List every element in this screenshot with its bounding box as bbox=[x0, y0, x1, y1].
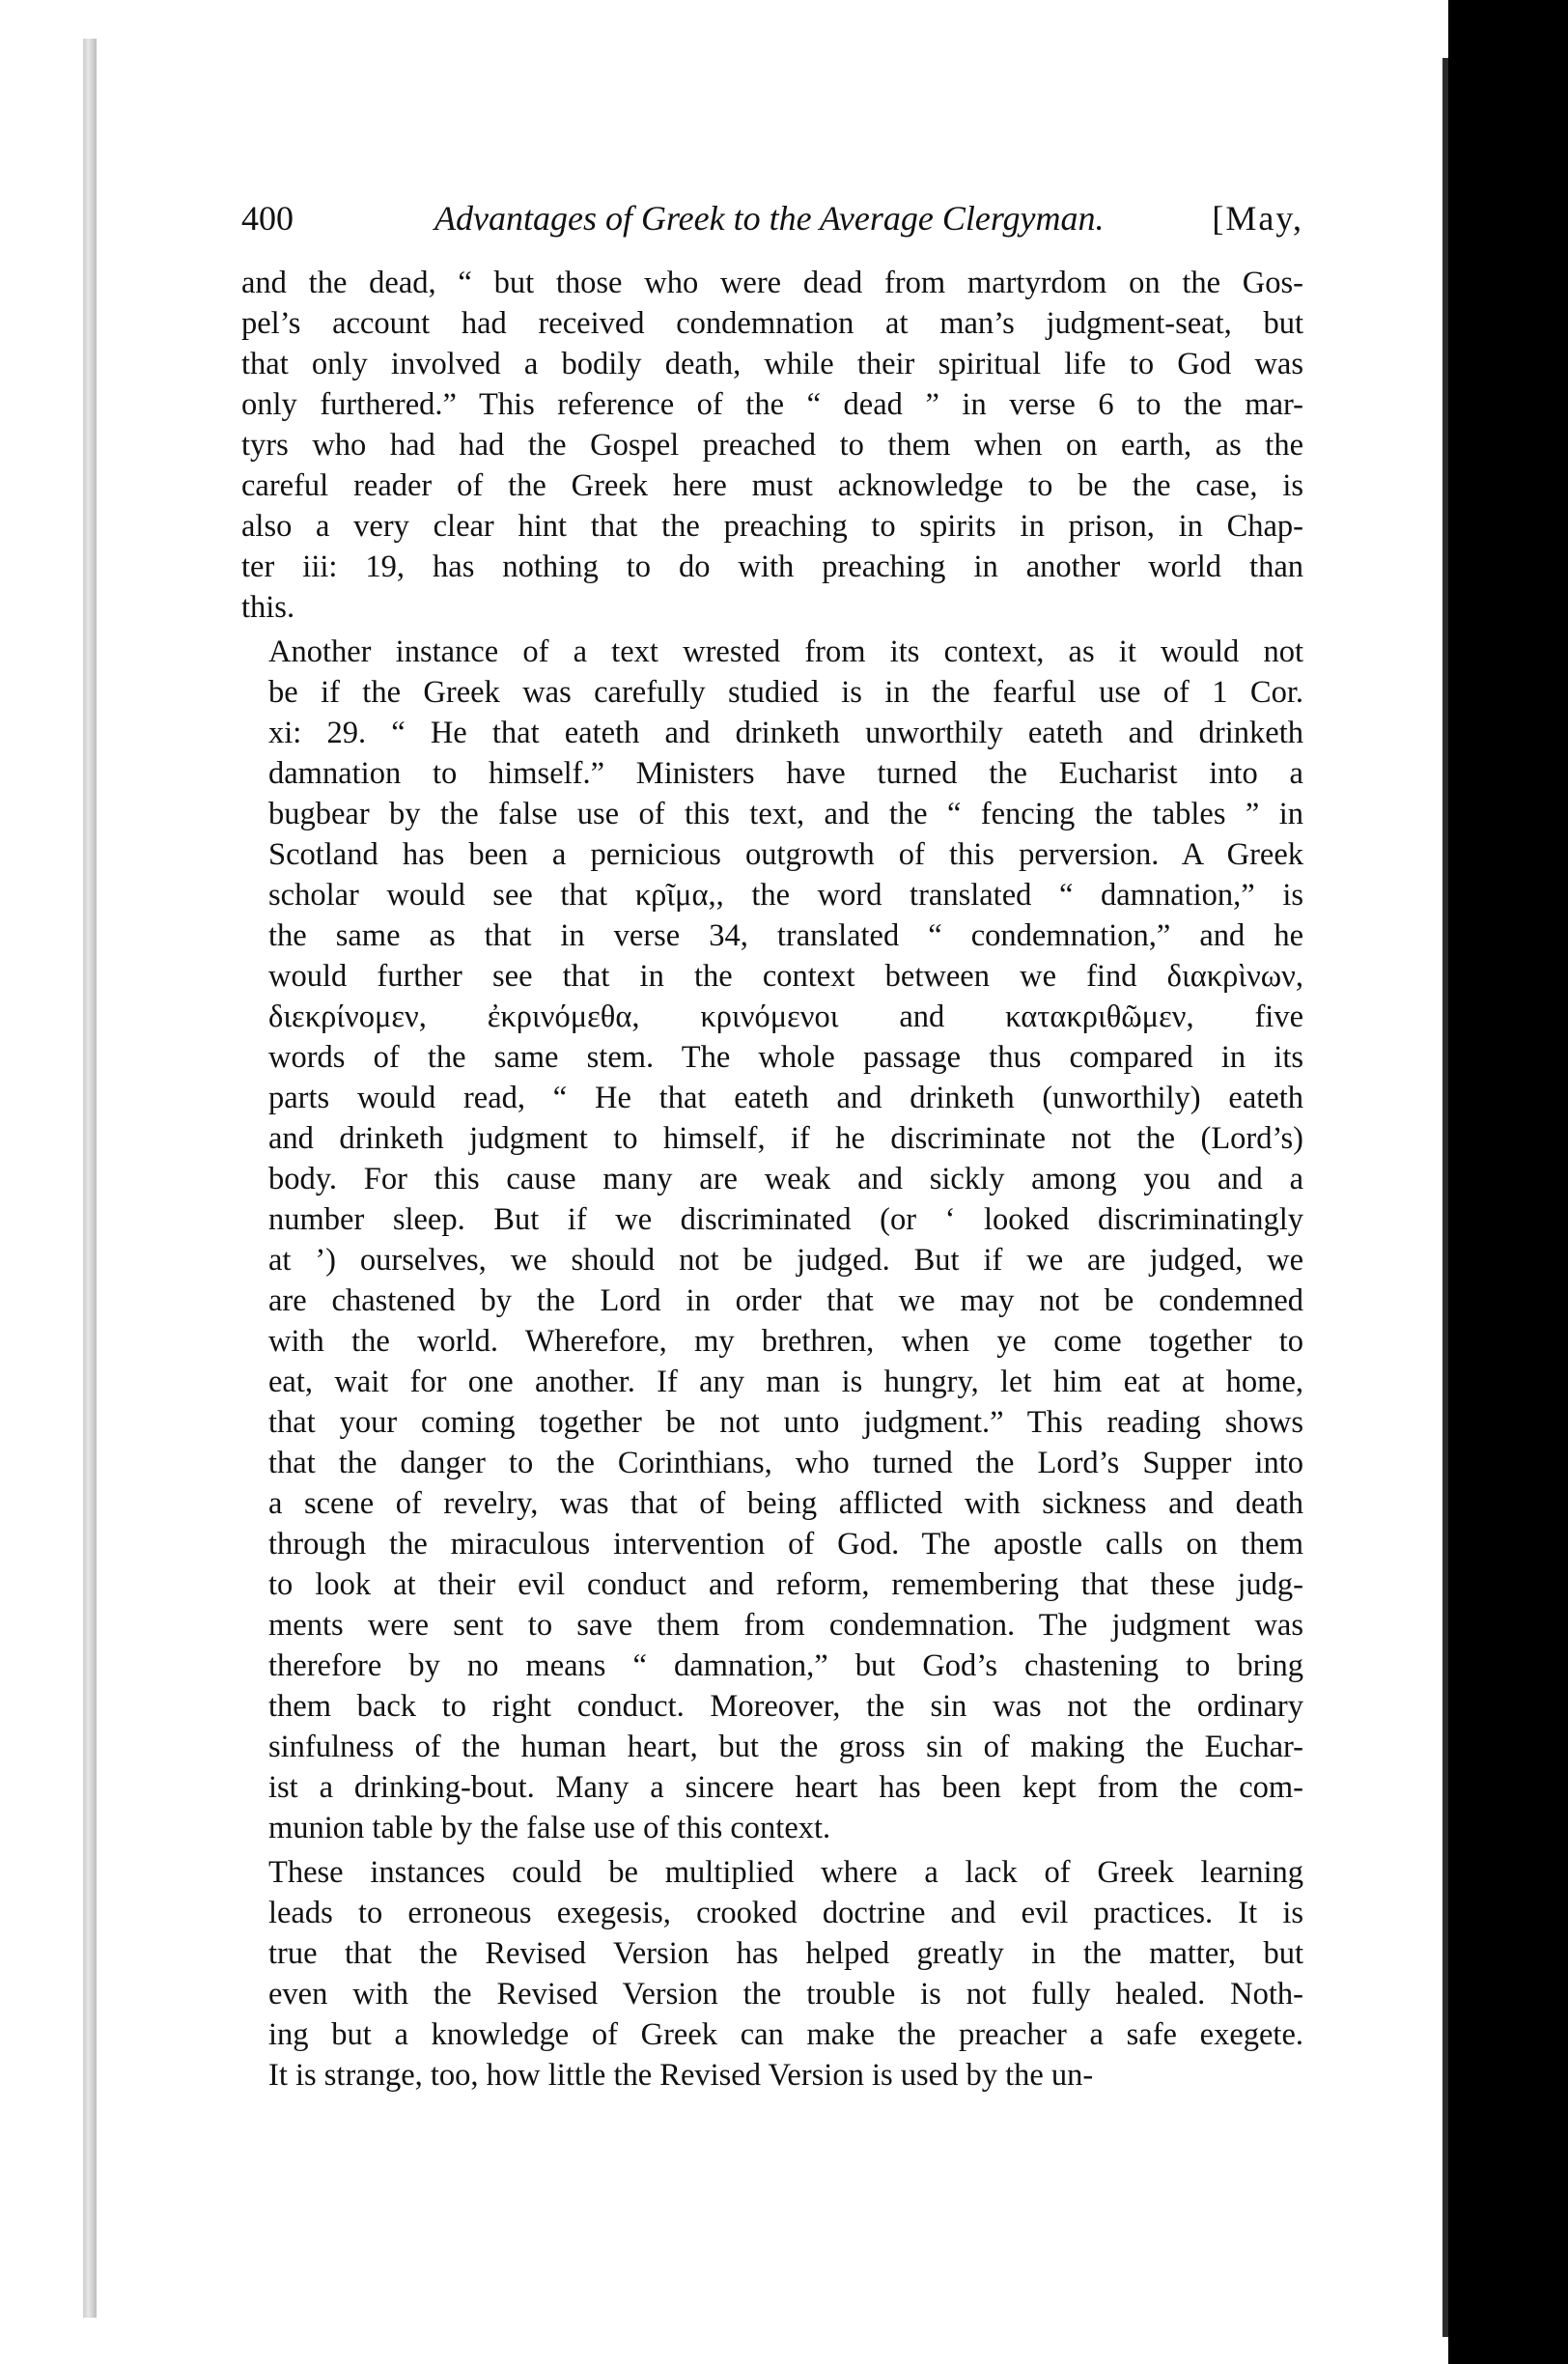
text-line: at ’) ourselves, we should not be judged. But if we are judged, we bbox=[268, 1243, 1303, 1278]
text-line: words of the same stem. The whole passage thus compared in its bbox=[268, 1040, 1303, 1075]
text-line: munion table by the false use of this context. bbox=[268, 1811, 831, 1845]
text-line: body. For this cause many are weak and sickly among you and a bbox=[268, 1162, 1303, 1196]
text-line: that only involved a bodily death, while their spiritual life to God was bbox=[241, 347, 1303, 381]
text-line: ments were sent to save them from condemnation. The judgment was bbox=[268, 1608, 1303, 1643]
text-line: διεκρίνομεν, ἐκρινόμεθα, κρινόμενοι and κατακριθῶμεν, five bbox=[268, 999, 1303, 1034]
text-line: ing but a knowledge of Greek can make the preacher a safe exegete. bbox=[268, 2017, 1303, 2052]
text-line: this. bbox=[241, 590, 295, 625]
text-line: the same as that in verse 34, translated “ condemnation,” and he bbox=[268, 918, 1303, 953]
text-line: also a very clear hint that the preaching to spirits in prison, in Chap- bbox=[241, 509, 1303, 544]
paragraph-1 bbox=[241, 263, 1303, 628]
text-line: be if the Greek was carefully studied is in the fearful use of 1 Cor. bbox=[268, 675, 1303, 710]
page-number: 400 bbox=[241, 199, 294, 238]
text-line: eat, wait for one another. If any man is hungry, let him eat at home, bbox=[268, 1365, 1303, 1399]
text-line: only furthered.” This reference of the “ dead ” in verse 6 to the mar- bbox=[241, 387, 1303, 422]
text-line: are chastened by the Lord in order that we may not be condemned bbox=[268, 1283, 1303, 1318]
page-gutter-shadow bbox=[83, 39, 97, 2318]
text-line: tyrs who had had the Gospel preached to them when on earth, as the bbox=[241, 428, 1303, 463]
running-title: Advantages of Greek to the Average Clergyman. bbox=[434, 199, 1105, 238]
paragraph-3 bbox=[241, 1852, 1303, 2096]
text-line: sinfulness of the human heart, but the gross sin of making the Euchar- bbox=[268, 1730, 1303, 1764]
body-text bbox=[241, 263, 1303, 2096]
text-line: them back to right conduct. Moreover, the sin was not the ordinary bbox=[268, 1689, 1303, 1724]
text-line: that the danger to the Corinthians, who turned the Lord’s Supper into bbox=[268, 1446, 1303, 1480]
text-line: xi: 29. “ He that eateth and drinketh unworthily eateth and drinketh bbox=[268, 716, 1303, 750]
text-line: would further see that in the context between we find διακρὶνων, bbox=[268, 959, 1303, 994]
text-line: damnation to himself.” Ministers have turned the Eucharist into a bbox=[268, 756, 1303, 791]
running-month: [May, bbox=[1212, 199, 1303, 238]
text-line: scholar would see that κρῖμα,, the word translated “ damnation,” is bbox=[268, 878, 1303, 913]
text-line: and the dead, “ but those who were dead from martyrdom on the Gos- bbox=[241, 266, 1303, 300]
text-line: bugbear by the false use of this text, and the “ fencing the tables ” in bbox=[268, 797, 1303, 831]
text-line: through the miraculous intervention of God. The apostle calls on them bbox=[268, 1527, 1303, 1562]
text-line: Scotland has been a pernicious outgrowth of this perversion. A Greek bbox=[268, 837, 1303, 872]
paragraph-2 bbox=[241, 632, 1303, 1848]
text-line: ist a drinking-bout. Many a sincere heart has been kept from the com- bbox=[268, 1770, 1303, 1805]
text-line: ter iii: 19, has nothing to do with preaching in another world than bbox=[241, 549, 1303, 584]
text-line: careful reader of the Greek here must acknowledge to be the case, is bbox=[241, 468, 1303, 503]
text-line: pel’s account had received condemnation at man’s judgment-seat, but bbox=[241, 306, 1303, 341]
text-line: to look at their evil conduct and reform, remembering that these judg- bbox=[268, 1567, 1303, 1602]
text-line: number sleep. But if we discriminated (or ‘ looked discriminatingly bbox=[268, 1202, 1303, 1237]
text-line: parts would read, “ He that eateth and drinketh (unworthily) eateth bbox=[268, 1081, 1303, 1115]
scan-border bbox=[1448, 0, 1568, 2364]
text-line: a scene of revelry, was that of being afflicted with sickness and death bbox=[268, 1486, 1303, 1521]
text-line: These instances could be multiplied where a lack of Greek learning bbox=[268, 1855, 1303, 1890]
text-line: that your coming together be not unto judgment.” This reading shows bbox=[268, 1405, 1303, 1440]
text-line: Another instance of a text wrested from its context, as it would not bbox=[268, 634, 1303, 669]
text-line: with the world. Wherefore, my brethren, when ye come together to bbox=[268, 1324, 1303, 1359]
text-line: therefore by no means “ damnation,” but God’s chastening to bring bbox=[268, 1648, 1303, 1683]
text-line: It is strange, too, how little the Revised Version is used by the un- bbox=[268, 2058, 1094, 2093]
text-line: and drinketh judgment to himself, if he discriminate not the (Lord’s) bbox=[268, 1121, 1303, 1156]
book-page bbox=[241, 189, 1303, 2096]
text-line: true that the Revised Version has helped greatly in the matter, but bbox=[268, 1936, 1303, 1971]
text-line: leads to erroneous exegesis, crooked doctrine and evil practices. It is bbox=[268, 1896, 1303, 1930]
running-head bbox=[241, 189, 1303, 247]
text-line: even with the Revised Version the trouble is not fully healed. Noth- bbox=[268, 1977, 1303, 2012]
